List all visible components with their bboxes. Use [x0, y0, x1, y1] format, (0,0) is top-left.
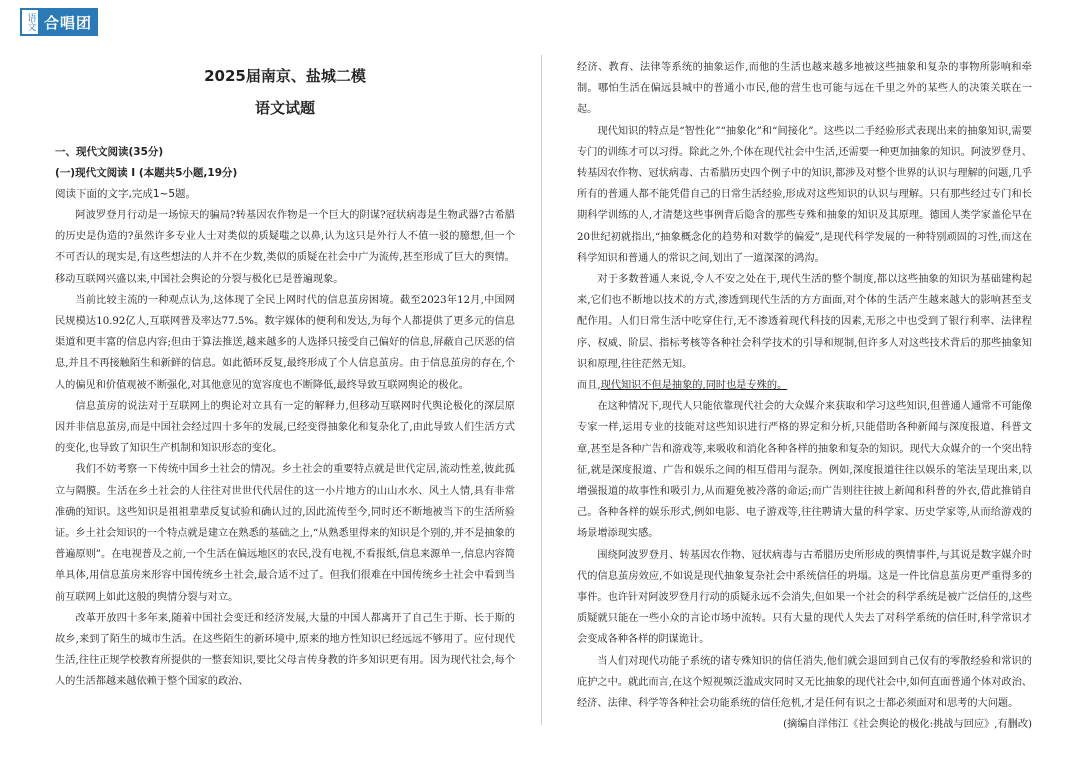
exam-subtitle: 语文试题: [254, 99, 315, 117]
exam-title: 2025届南京、盐城二模: [204, 67, 366, 85]
source-note: (摘编自洋伟江《社会舆论的极化:挑战与回应》,有删改): [783, 719, 1032, 731]
paragraph: 当前比较主流的一种观点认为,这体现了全民上网时代的信息茧房困境。截至2023年12月,中国网民规模达10.92亿人,互联网普及率达77.5%。数字媒体的便利和发达,为每个人都提供了更多元的信息渠道和更丰富的信息内容;但由于算法推送,越来越多的人选择只接受自己偏好的信息,屏蔽自己厌恶的信息,并且不再接触陌生和新鲜的信息。如此循环反复,最终形成了个人信息茧房。由于信息茧房的存在,个人的偏见和价值观被不断强化,对其他意见的宽容度也不断降低,最终导致互联网舆论的极化。: [55, 294, 515, 391]
left-column: [55, 60, 515, 693]
subsection-heading: (一)现代文阅读 I (本题共5小题,19分): [55, 167, 238, 179]
paragraph: 对于多数普通人来说,令人不安之处在于,现代生活的整个制度,都以这些抽象的知识为基础建构起来,它们也不断地以技术的方式,渗透到现代生活的方方面面,对个体的生活产生越来越大的影响甚至支配作用。人们日常生活中吃穿住行,无不渗透着现代科技的因素,无形之中也受到了银行利率、法律程序、权威、阶层、指标考核等各种社会科学技术的引导和规制,但许多人对这些技术背后的那些抽象知识和原理,往往茫然无知。: [577, 274, 1032, 370]
reading-instruction: 阅读下面的文字,完成1~5题。: [55, 188, 196, 200]
paragraph: 现代知识的特点是“智性化”“抽象化”和“间接化”。这些以二手经验形式表现出来的抽象知识,需要专门的训练才可以习得。除此之外,个体在现代社会中生活,还需要一种更加抽象的知识。阿波罗登月、转基因农作物、冠状病毒、古希腊历史四个例子中的知识,都涉及对整个世界的认识与理解的问题,几乎所有的普通人都不能凭借自己的日常生活经验,形成对这些知识的认识与理解。只有那些经过专门和长期科学训练的人,才清楚这些事例背后隐含的那些专殊和抽象的知识及其原理。德国人类学家盖伦早在20世纪初就指出,“抽象概念化的趋势和对数学的偏爱”,是现代科学发展的一种特别顽固的习性,而这在科学知识和普通人的常识之间,划出了一道深深的鸿沟。: [577, 125, 1032, 264]
underline-prefix: 而且,: [577, 380, 601, 392]
paragraph: 改革开放四十多年来,随着中国社会变迁和经济发展,大量的中国人都离开了自己生于斯、长于斯的故乡,来到了陌生的城市生活。在这些陌生的新环境中,原来的地方性知识已经远远不够用了。应付现代生活,往往正规学校教育所提供的一整套知识,要比父母言传身教的许多知识更有用。因为现代社会,每个人的生活都越来越依赖于整个国家的政治、: [55, 612, 515, 688]
logo: [20, 8, 98, 36]
paragraph: 信息茧房的说法对于互联网上的舆论对立具有一定的解释力,但移动互联网时代舆论极化的深层原因并非信息茧房,而是中国社会经过四十多年的发展,已经变得抽象化和复杂化了,由此导致人们生活方式的变化,也导致了知识生产机制和知识形态的变化。: [55, 400, 515, 455]
right-column: [577, 57, 1032, 736]
logo-side-text: 语文: [20, 8, 38, 36]
paragraph: 经济、教育、法律等系统的抽象运作,而他的生活也越来越多地被这些抽象和复杂的事物所影响和牵制。哪怕生活在偏远县城中的普通小市民,他的营生也可能与远在千里之外的某些人的决策关联在一起。: [577, 62, 1032, 116]
paragraph: 我们不妨考察一下传统中国乡土社会的情况。乡土社会的重要特点就是世代定居,流动性差,彼此孤立与隔膜。生活在乡土社会的人往往对世世代代居住的这一小片地方的山山水水、风土人情,具有非常准确的知识。这些知识是祖祖辈辈反复试验和确认过的,因此流传至今,同时还不断地被当下的生活所验证。乡土社会知识的一个特点就是建立在熟悉的基础之上,“从熟悉里得来的知识是个别的,并不是抽象的普遍原则”。在电视普及之前,一个生活在偏远地区的农民,没有电视,不看报纸,信息来源单一,信息内容简单具体,用信息茧房来形容中国传统乡土社会,最合适不过了。但我们很难在中国传统乡土社会中看到当前互联网上如此这般的舆情分裂与对立。: [55, 464, 515, 603]
underlined-sentence: 现代知识不但是抽象的,同时也是专殊的。: [600, 380, 788, 392]
column-divider: [541, 55, 542, 725]
section-heading: 一、现代文阅读(35分): [55, 146, 164, 158]
paragraph: 在这种情况下,现代人只能依靠现代社会的大众媒介来获取和学习这些知识,但普通人通常不可能像专家一样,运用专业的技能对这些知识进行严格的界定和分析,只能借助各种新闻与深度报道、科普文章,甚至是各种广告和游戏等,来吸收和消化各种各样的抽象和复杂的知识。现代大众媒介的一个突出特征,就是深度报道、广告和娱乐之间的相互借用与混杂。例如,深度报道往往以娱乐的笔法呈现出来,以增强报道的故事性和吸引力,从而避免被冷落的命运;而广告则往往披上新闻和科普的外衣,借此推销自己。各种各样的娱乐形式,例如电影、电子游戏等,往往聘请大量的科学家、历史学家等,从而给游戏的场景增添现实感。: [577, 401, 1032, 540]
logo-main-text: 合唱团: [38, 8, 98, 36]
paragraph: 围绕阿波罗登月、转基因农作物、冠状病毒与古希腊历史所形成的舆情事件,与其说是数字媒介时代的信息茧房效应,不如说是现代抽象复杂社会中系统信任的坍塌。这是一件比信息茧房更严重得多的事件。也许针对阿波罗登月行动的质疑永远不会消失,但如果一个社会的科学系统是被广泛信任的,这些质疑就只能在一些小众的言论市场中流转。只有大量的现代人失去了对科学系统的信任时,科学常识才会变成各种各样的阴谋诡计。: [577, 549, 1032, 646]
paragraph: 当人们对现代功能子系统的诸专殊知识的信任消失,他们就会退回到自己仅有的零散经验和常识的庇护之中。就此而言,在这个短视频泛滥成灾同时又无比抽象的现代社会中,如何直面普通个体对政治、经济、法律、科学等各种社会功能系统的信任危机,才是任何有识之士都必须面对和思考的大问题。: [577, 655, 1032, 710]
paragraph-underlined: [577, 375, 1032, 396]
paragraph: 阿波罗登月行动是一场惊天的骗局?转基因农作物是一个巨大的阴谋?冠状病毒是生物武器?古希腊的历史是伪造的?虽然许多专业人士对类似的质疑嗤之以鼻,认为这只是外行人不值一驳的臆想,但一个不可否认的现实是,有这些想法的人并不在少数,类似的质疑在社会中广为流传,甚至形成了巨大的舆情。移动互联网兴盛以来,中国社会舆论的分裂与极化已是普遍现象。: [55, 210, 515, 285]
